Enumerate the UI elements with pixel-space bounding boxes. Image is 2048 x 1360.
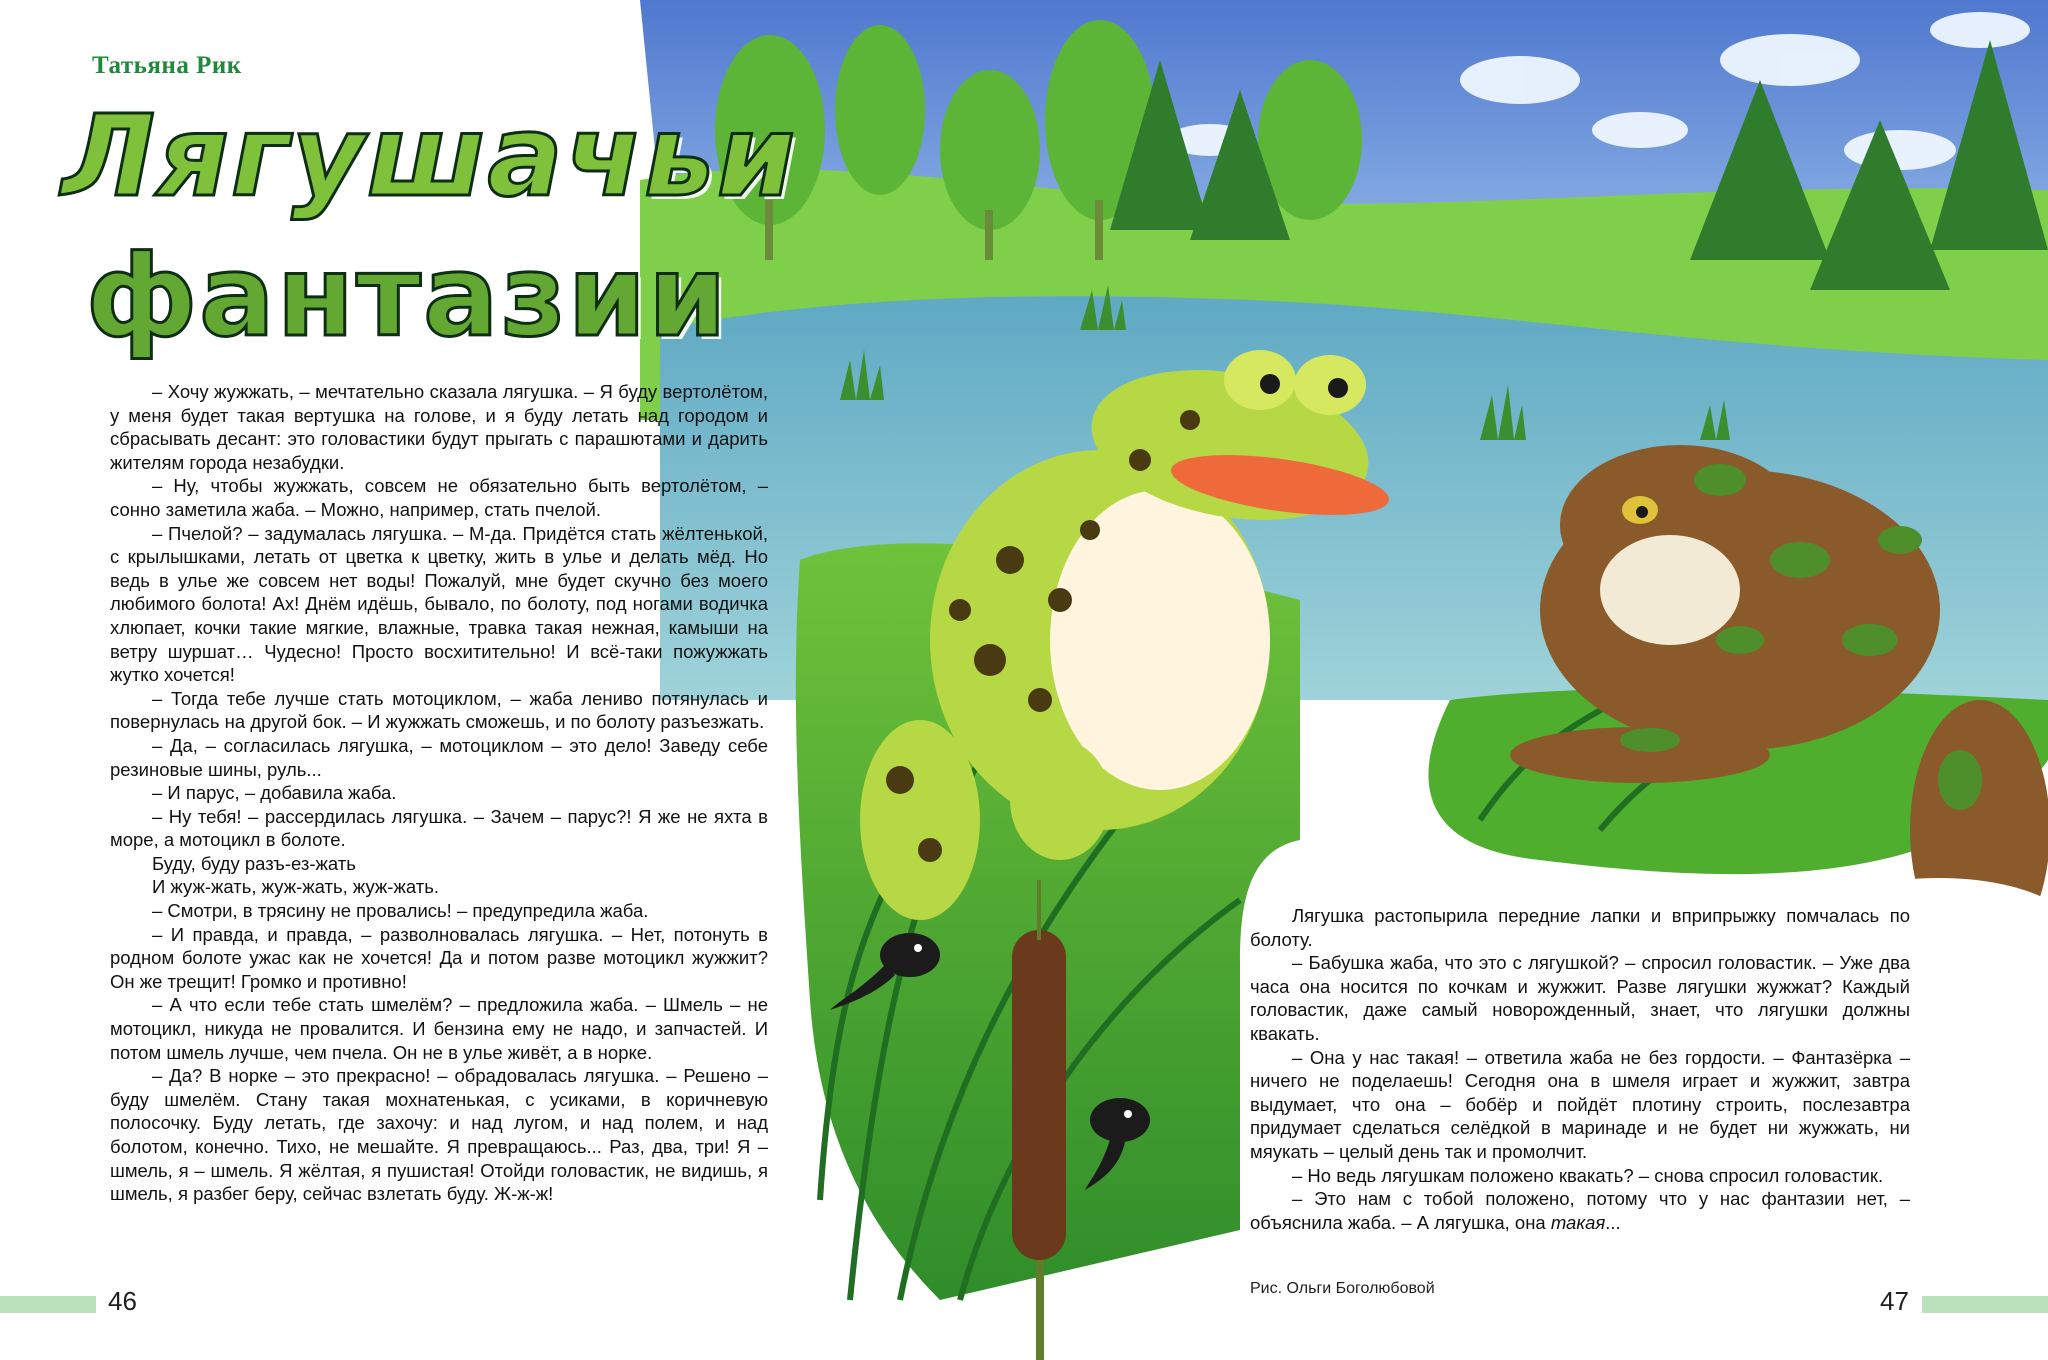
paragraph: – Ну, чтобы жужжать, совсем не обязательно быть вертолётом, – сонно заметила жаба. – Можно, например, стать пчелой. xyxy=(110,475,768,520)
page-number-right: 47 xyxy=(1880,1286,1909,1316)
verse-line: И жуж-жать, жуж-жать, жуж-жать. xyxy=(152,876,439,898)
paragraph: – Да? В норке – это прекрасно! – обрадовалась лягушка. – Решено – буду шмелём. Стану такая мохнатенькая, с усиками, в коричневую полосочку. Буду летать, где захочу: и над лугом, и над полем, и над болотом, конечно. Тихо, не мешайте. Я превращаюсь... Раз, два, три! Я – шмель, я – шмель. Я жёлтая, я пушистая! Отойди головастик, не видишь, я шмель, я разбег беру, сейчас взлетать буду. Ж-ж-ж! xyxy=(110,1065,768,1205)
paragraph: – Смотри, в трясину не провались! – предупредила жаба. xyxy=(152,900,649,922)
folio-bar-right xyxy=(1922,1296,2048,1313)
paragraph: – И парус, – добавила жаба. xyxy=(152,782,397,804)
left-text-column xyxy=(110,380,768,1206)
paragraph-last xyxy=(1250,1187,1910,1234)
paragraph: – Хочу жужжать, – мечтательно сказала лягушка. – Я буду вертолётом, у меня будет такая вертушка на голове, и я буду летать над городом и сбрасывать десант: это головастики будут прыгать с парашютами и дарить жителям города незабудки. xyxy=(110,381,768,473)
paragraph: – А что если тебе стать шмелём? – предложила жаба. – Шмель – не мотоцикл, никуда не провалится. И бензина ему не надо, и запчастей. И потом шмель лучше, чем пчела. Он не в улье живёт, а в норке. xyxy=(110,994,768,1063)
paragraph: – И правда, и правда, – разволновалась лягушка. – Нет, потонуть в родном болоте ужас как не хочется! Да и потом разве мотоцикл жужжит? Он же трещит! Громко и противно! xyxy=(110,923,768,992)
page-number-left: 46 xyxy=(108,1286,137,1316)
paragraph: – Но ведь лягушкам положено квакать? – снова спросил головастик. xyxy=(1292,1164,1884,1186)
paragraph: – Ну тебя! – рассердилась лягушка. – Зачем – парус?! Я же не яхта в море, а мотоцикл в болоте. xyxy=(110,805,768,851)
story-title-line-1: Лягушачьи xyxy=(62,92,798,222)
paragraph: – Бабушка жаба, что это с лягушкой? – спросил головастик. – Уже два часа она носится по кочкам и жужжит. Разве лягушки жужжат? Каждый головастик, даже самый новорожденный, знает, что лягушки должны квакать. xyxy=(1250,952,1910,1044)
verse-line: Буду, буду разъ-ез-жать xyxy=(152,852,356,874)
right-text-column xyxy=(1250,904,1910,1234)
paragraph: – Пчелой? – задумалась лягушка. – М-да. Придётся стать жёлтенькой, с крылышками, летать от цветка к цветку, жить в улье и делать мёд. Но ведь в улье же совсем нет воды! Пожалуй, мне будет скучно без моего любимого болота! Ах! Днём идёшь, бывало, по болоту, под ногами водичка хлюпает, кочки такие мягкие, влажные, травка такая нежная, камыши на ветру шуршат… Чудесно! Просто восхитительно! И всё-таки пожужжать жутко хочется! xyxy=(110,522,768,686)
paragraph-text: – Это нам с тобой положено, потому что у нас фантазии нет, – объяснила жаба. – А лягушка, она xyxy=(1250,1188,1910,1233)
paragraph: – Она у нас такая! – ответила жаба не без гордости. – Фантазёрка – ничего не поделаешь! Сегодня она в шмеля играет и жужжит, завтра выдумает, что она – бобёр и пойдёт плотину строить, послезавтра придумает сделаться селёдкой в маринаде и не будет ни жужжать, ни мяукать – целый день так и промолчит. xyxy=(1250,1046,1910,1162)
paragraph: – Тогда тебе лучше стать мотоциклом, – жаба лениво потянулась и повернулась на другой бок. – И жужжать сможешь, и по болоту разъезжать. xyxy=(110,687,768,733)
story-title-line-2: фантазии xyxy=(86,232,729,362)
ellipsis: ... xyxy=(1605,1211,1621,1233)
folio-bar-left xyxy=(0,1296,96,1313)
cattail-icon xyxy=(1012,880,1066,1360)
paragraph: – Да, – согласилась лягушка, – мотоциклом – это дело! Заведу себе резиновые шины, руль... xyxy=(110,734,768,780)
author-name: Татьяна Рик xyxy=(92,52,242,79)
emphasized-word: такая xyxy=(1550,1211,1606,1233)
illustration-credit: Рис. Ольги Боголюбовой xyxy=(1250,1280,1435,1297)
paragraph: Лягушка растопырила передние лапки и вприпрыжку помчалась по болоту. xyxy=(1250,905,1910,950)
